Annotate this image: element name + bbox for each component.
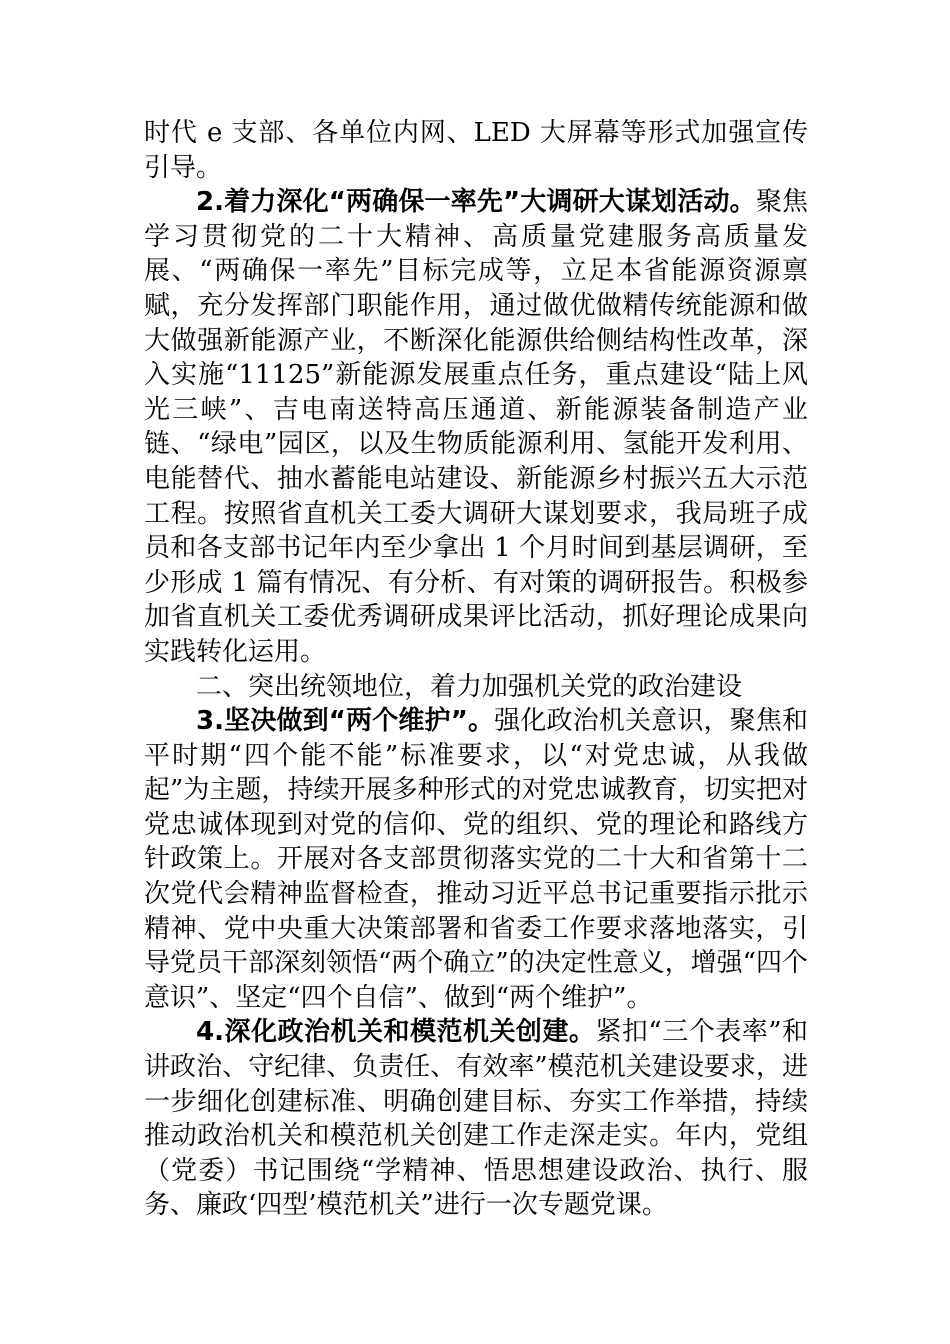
paragraph-4	[144, 1015, 808, 1223]
paragraph-2-heading: 2.着力深化“两确保一率先”大调研大谋划活动。	[196, 187, 756, 218]
section-2-title: 二、突出统领地位，着力加强机关党的政治建设	[196, 671, 743, 702]
document-body	[144, 116, 808, 1223]
paragraph-3	[144, 704, 808, 1015]
paragraph-4-heading: 4.深化政治机关和模范机关创建。	[196, 1017, 596, 1048]
paragraph-3-heading: 3.坚决做到“两个维护”。	[196, 706, 495, 737]
paragraph-1: 时代 e 支部、各单位内网、LED 大屏幕等形式加强宣传引导。	[144, 118, 808, 183]
paragraph-2-body: 聚焦学习贯彻党的二十大精神、高质量党建服务高质量发展、“两确保一率先”目标完成等，立足本省能源资源禀赋，充分发挥部门职能作用，通过做优做精传统能源和做大做强新能源产业，不断深化能源供给侧结构性改革，深入实施“11125”新能源发展重点任务，重点建设“陆上风光三峡”、吉电南送特高压通道、新能源装备制造产业链、“绿电”园区，以及生物质能源利用、氢能开发利用、电能替代、抽水蓄能电站建设、新能源乡村振兴五大示范工程。按照省直机关工委大调研大谋划要求，我局班子成员和各支部书记年内至少拿出 1 个月时间到基层调研，至少形成 1 篇有情况、有分析、有对策的调研报告。积极参加省直机关工委优秀调研成果评比活动，抓好理论成果向实践转化运用。	[144, 187, 808, 667]
paragraph-4-body: 紧扣“三个表率”和讲政治、守纪律、负责任、有效率”模范机关建设要求，进一步细化创建标准、明确创建目标、夯实工作举措，持续推动政治机关和模范机关创建工作走深走实。年内，党组（党委）书记围绕“学精神、悟思想建设政治、执行、服务、廉政‘四型’模范机关”进行一次专题党课。	[144, 1017, 809, 1221]
paragraph-3-body: 强化政治机关意识，聚焦和平时期“四个能不能”标准要求，以“对党忠诚，从我做起”为主题，持续开展多种形式的对党忠诚教育，切实把对党忠诚体现到对党的信仰、党的组织、党的理论和路线方针政策上。开展对各支部贯彻落实党的二十大和省第十二次党代会精神监督检查，推动习近平总书记重要指示批示精神、党中央重大决策部署和省委工作要求落地落实，引导党员干部深刻领悟“两个确立”的决定性意义，增强“四个意识”、坚定“四个自信”、做到“两个维护”。	[144, 706, 808, 1013]
paragraph-2	[144, 185, 808, 669]
